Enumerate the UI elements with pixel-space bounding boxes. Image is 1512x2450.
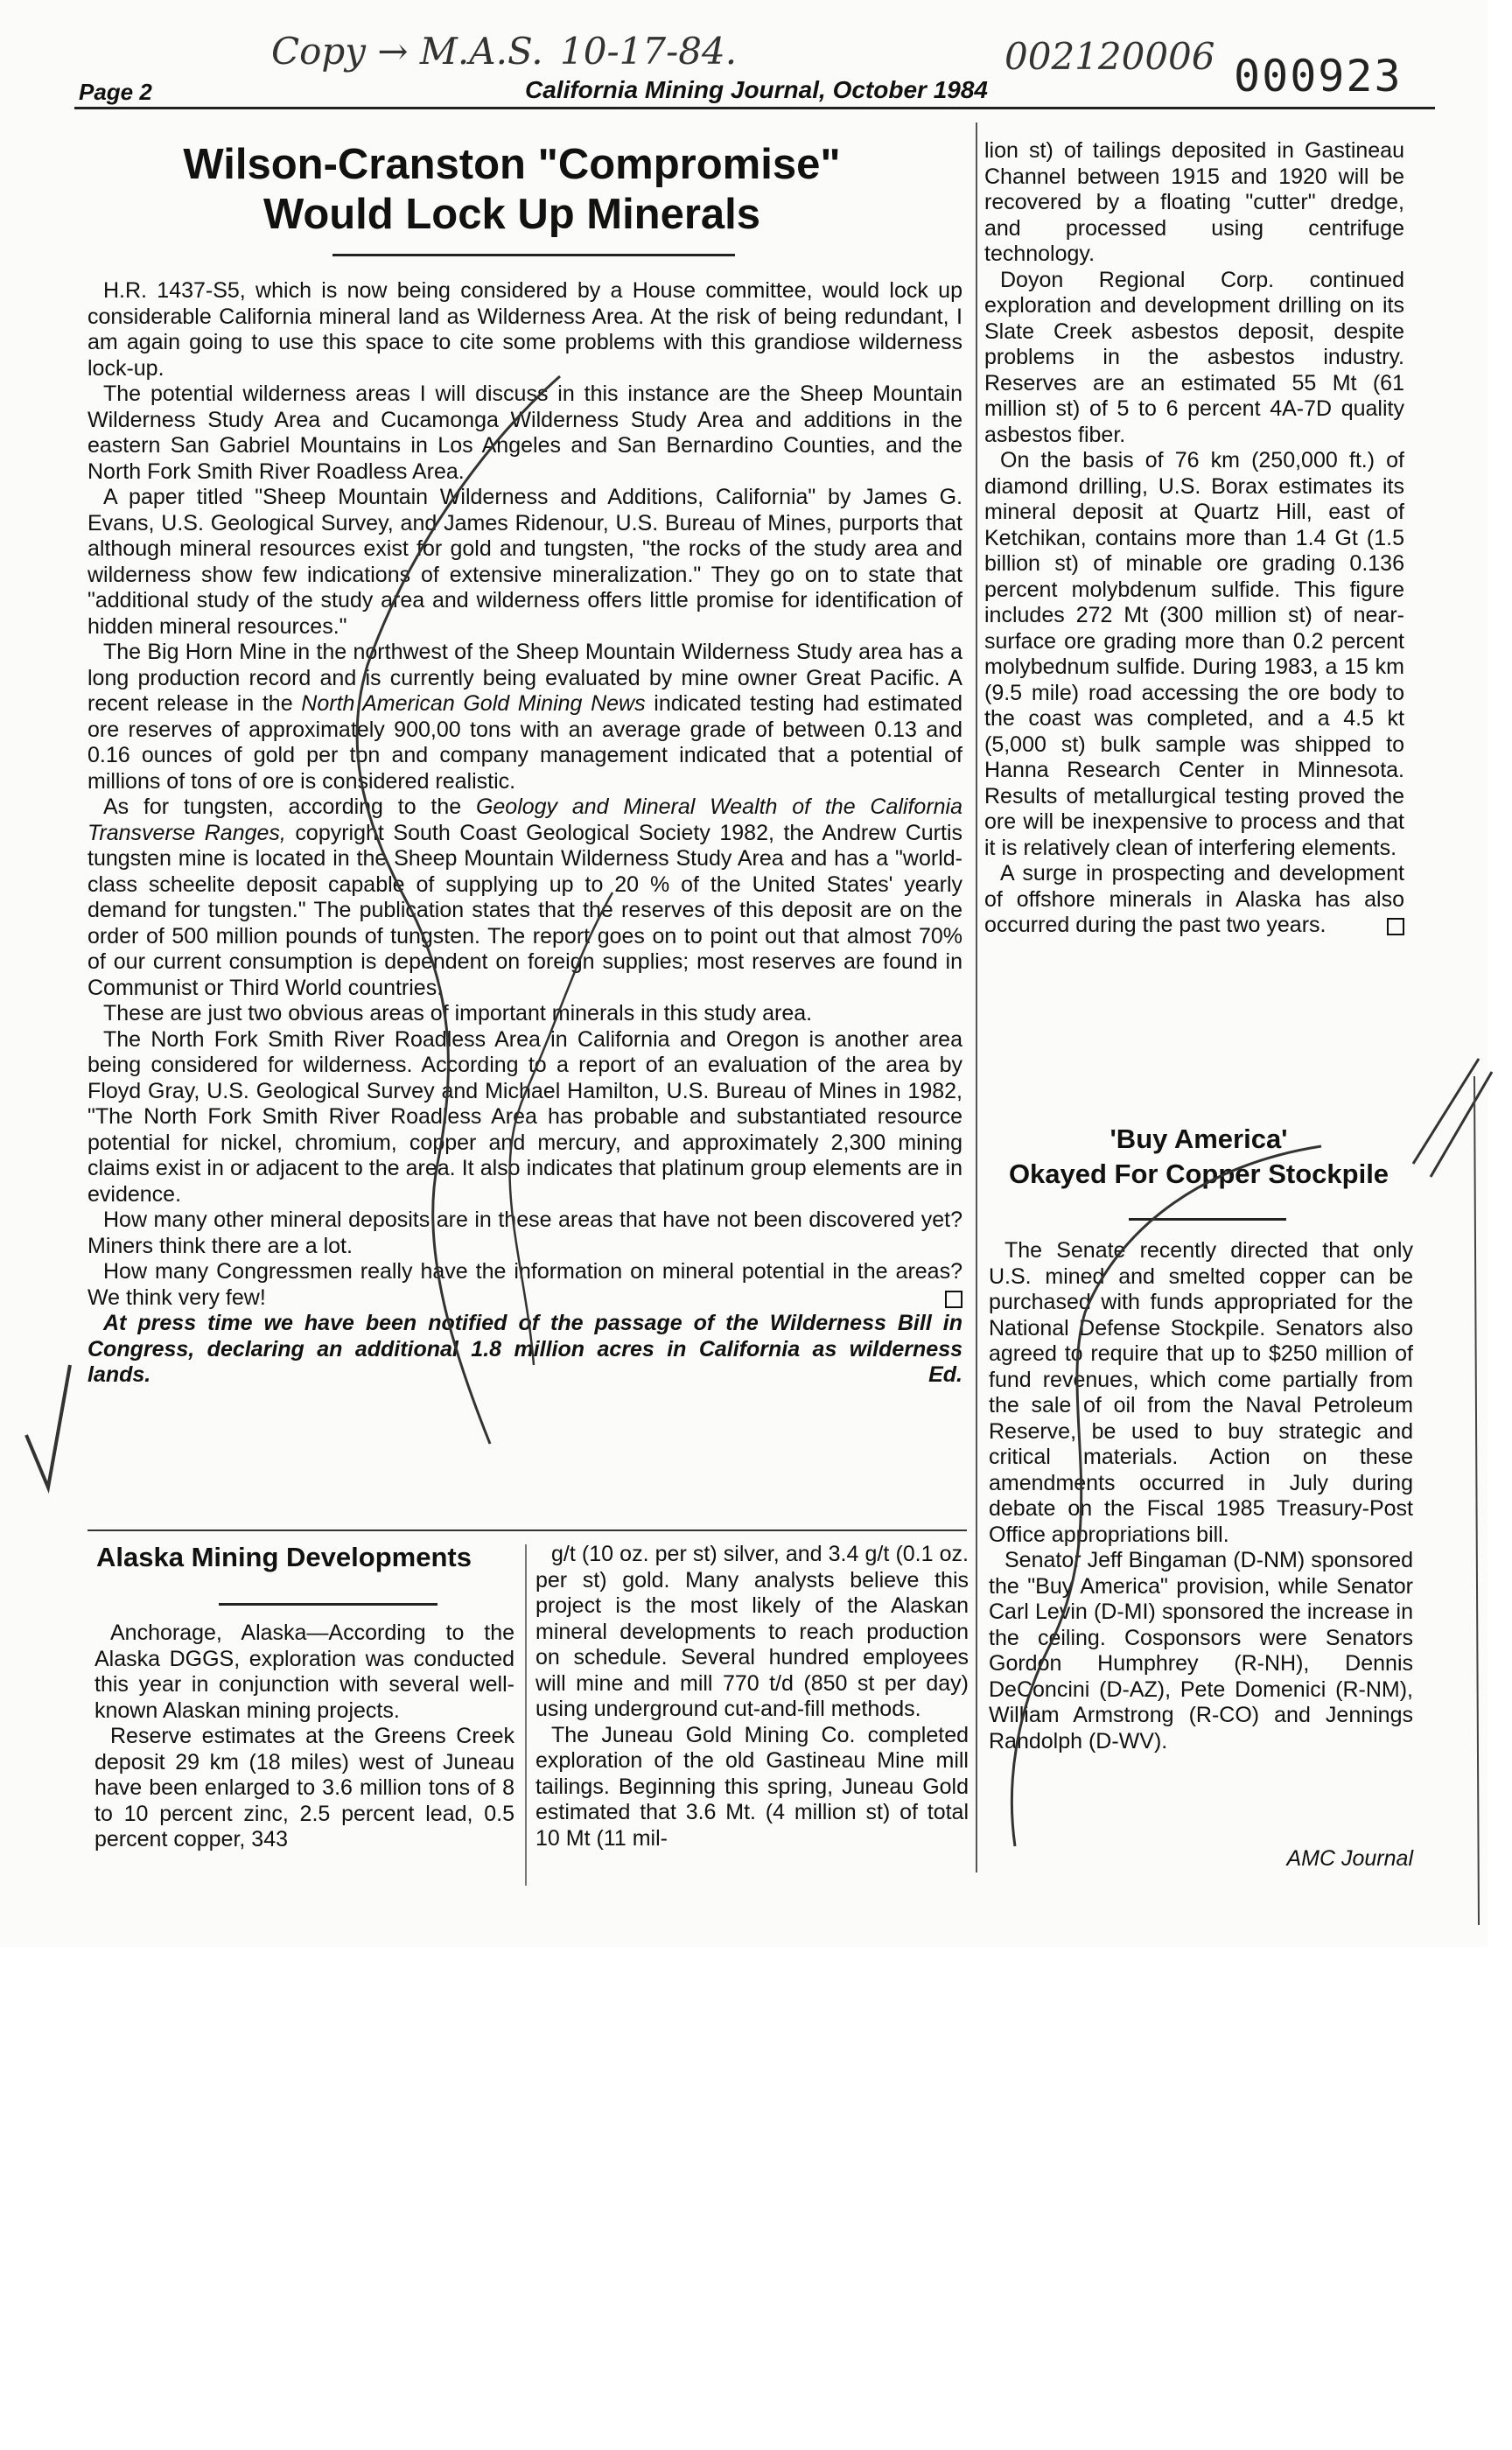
paragraph <box>88 1259 962 1311</box>
paragraph-text: copyright South Coast Geological Society 1982, the Andrew Curtis tungsten mine is located in the Sheep Mountain Wilderness Study Area and has a "world-class scheelite deposit capable of supplying up to 20 % of the United States' yearly demand for tungsten." The publication states that the reserves of this deposit are on the order of 500 million pounds of tungsten. The report goes on to point out that almost 70% of our current consumption is dependent on foreign supplies; most reserves are found in Communist or Third World countries. <box>88 820 962 1000</box>
paragraph-text: How many Congressmen really have the information on mineral potential in the areas? We think very few! <box>88 1259 962 1310</box>
paragraph: Doyon Regional Corp. continued exploration and development drilling on its Slate Creek asbestos deposit, despite problems in the asbestos industry. Reserves are an estimated 55 Mt (61 million st) of 5 to 6 percent 4A-7D quality asbestos fiber. <box>984 267 1404 447</box>
column-divider <box>976 122 977 1872</box>
section-divider <box>88 1530 967 1531</box>
publication-name: Geology and Mineral Wealth of the California Transverse Ranges, <box>88 794 963 845</box>
handwritten-date: 10-17-84. <box>560 30 738 73</box>
stamp-number: 000923 <box>1234 51 1403 102</box>
paragraph-text: indicated testing had estimated ore reserves of approximately 900,00 tons with an average grade of between 0.13 and 0.16 ounces of gold per ton and company management indicated that a potential of millions of tons of ore is considered realistic. <box>88 691 963 794</box>
paragraph: A paper titled "Sheep Mountain Wilderness and Additions, California" by James G. Evans, U.S. Geological Survey, and James Ridenour, U.S. Bureau of Mines, purports that although mineral resources exist for gold and tungsten, "the rocks of the study area and wilderness show few indications of extensive mineralization." They go on to state that "additional study of the study area and wilderness offers little promise for identification of hidden mineral resources." <box>88 485 962 639</box>
headline-rule <box>219 1603 438 1606</box>
paragraph: Senator Jeff Bingaman (D-NM) sponsored the "Buy America" provision, while Senator Carl Levin (D-MI) sponsored the increase in the ceiling. Cosponsors were Senators Gordon Humphrey (R-NH), Dennis DeConcini (D-AZ), Pete Domenici (R-NM), William Armstrong (R-CO) and Jennings Randolph (D-WV). <box>989 1548 1413 1754</box>
paragraph: On the basis of 76 km (250,000 ft.) of diamond drilling, U.S. Borax estimates its mineral deposit at Quartz Hill, east of Ketchikan, contains more than 1.4 Gt (1.5 billion st) of minable ore grading 0.136 percent molybdenum sulfide. This figure includes 272 Mt (300 million st) of near-surface ore grading more than 0.2 percent molybednum sulfide. During 1983, a 15 km (9.5 mile) road accessing the ore body to the coast was completed, and a 4.5 kt (5,000 st) bulk sample was shipped to Hanna Research Center in Minnesota. Results of metallurgical testing proved the ore will be inexpensive to process and that it is relatively clean of interfering elements. <box>984 448 1404 860</box>
paragraph-text: The Big Horn Mine in the northwest of the Sheep Mountain Wilderness Study area has a long production record and is currently being evaluated by mine owner Great Pacific. A recent release in the <box>88 640 962 716</box>
paragraph: How many other mineral deposits are in these areas that have not been discovered yet? Miners think there are a lot. <box>88 1208 962 1258</box>
paragraph: Anchorage, Alaska—According to the Alaska DGGS, exploration was conducted this year in conjunction with several well-known Alaskan mining projects. <box>94 1620 514 1723</box>
article-headline <box>179 140 844 240</box>
publication-name: North American Gold Mining News <box>301 691 646 716</box>
alaska-column-3 <box>984 138 1404 939</box>
paragraph: The potential wilderness areas I will discuss in this instance are the Sheep Mountain Wilderness Study Area and Cucamonga Wilderness Study Area and additions in the eastern San Gabriel Mountains in Los Angeles and San Bernardino Counties, and the North Fork Smith River Roadless Area. <box>88 382 962 484</box>
paragraph: lion st) of tailings deposited in Gastineau Channel between 1915 and 1920 will be recovered by a floating "cutter" dredge, and processed using centrifuge technology. <box>984 138 1404 266</box>
section-headline: Alaska Mining Developments <box>96 1542 472 1572</box>
paragraph: These are just two obvious areas of important minerals in this study area. <box>103 1001 813 1026</box>
paragraph <box>88 640 962 794</box>
headline-line-1: Wilson-Cranston "Compromise" <box>183 141 841 188</box>
paragraph: The Senate recently directed that only U.S. mined and smelted copper can be purchased with funds appropriated for the National Defense Stockpile. Senators also agreed to require that up to $250 million of fund revenues, which come partially from the sale of oil from the Naval Petroleum Reserve, be used to buy strategic and critical materials. Action on these amendments occurred in July during debate on the Fiscal 1985 Treasury-Post Office appropriations bill. <box>989 1238 1413 1547</box>
paragraph <box>984 861 1404 939</box>
paragraph: g/t (10 oz. per st) silver, and 3.4 g/t (0.1 oz. per st) gold. Many analysts believe this project is the most likely of the Alaskan mineral developments to reach production on schedule. Several hundred employees will mine and mill 770 t/d (850 st per day) using underground cut-and-fill methods. <box>536 1542 969 1721</box>
headline-rule <box>332 254 735 256</box>
handwritten-note: Copy → M.A.S. <box>271 30 543 73</box>
paragraph: The Juneau Gold Mining Co. completed exploration of the old Gastineau Mine mill tailings. Beginning this spring, Juneau Gold estimated that 3.6 Mt. (4 million st) of total 10 Mt (11 mil- <box>536 1722 969 1851</box>
end-mark-icon <box>1387 918 1404 935</box>
buy-america-body <box>989 1238 1413 1754</box>
page-label: Page 2 <box>79 79 152 105</box>
header-rule <box>74 107 1435 109</box>
alaska-column-2 <box>536 1542 969 1852</box>
paragraph: The North Fork Smith River Roadless Area in California and Oregon is another area being considered for wilderness. According to a report of an evaluation of the area by Floyd Gray, U.S. Geological Survey and Michael Hamilton, U.S. Bureau of Mines in 1982, "The North Fork Smith River Roadless Area has probable and substantiated resource potential for nickel, chromium, copper and mercury, and approximately 2,300 mining claims exist in or adjacent to the area. It also indicates that platinum group elements are in evidence. <box>88 1026 962 1207</box>
editor-sign: Ed. <box>928 1362 962 1387</box>
headline-line-1: 'Buy America' <box>1110 1124 1288 1154</box>
handwritten-number: 002120006 <box>1004 35 1215 78</box>
press-note-text: At press time we have been notified of the passage of the Wilderness Bill in Congress, declaring an additional 1.8 million acres in California as wilderness lands. <box>88 1311 962 1387</box>
paragraph: H.R. 1437-S5, which is now being considered by a House committee, would lock up considerable California mineral land as Wilderness Area. At the risk of being redundant, I am again going to use this space to cite some problems with this grandiose wilderness lock-up. <box>88 278 962 381</box>
running-head: California Mining Journal, October 1984 <box>525 76 988 103</box>
headline-line-2: Okayed For Copper Stockpile <box>1008 1158 1390 1189</box>
paragraph-text: A surge in prospecting and development of offshore minerals in Alaska has also occurred during the past two years. <box>984 861 1404 937</box>
paragraph-text: As for tungsten, according to the <box>103 794 462 819</box>
press-note <box>88 1311 962 1389</box>
source-credit: AMC Journal <box>1286 1846 1413 1871</box>
headline-rule <box>1129 1218 1286 1221</box>
main-article-body <box>88 278 962 1389</box>
end-mark-icon <box>945 1291 962 1308</box>
alaska-column-1 <box>94 1620 514 1853</box>
paragraph: Reserve estimates at the Greens Creek deposit 29 km (18 miles) west of Juneau have been enlarged to 3.6 million tons of 8 to 10 percent zinc, 2.5 percent lead, 0.5 percent copper, 343 <box>94 1724 514 1852</box>
paragraph <box>88 794 962 1001</box>
section-headline <box>989 1122 1409 1192</box>
column-divider <box>525 1544 527 1886</box>
headline-line-2: Would Lock Up Minerals <box>262 191 761 238</box>
